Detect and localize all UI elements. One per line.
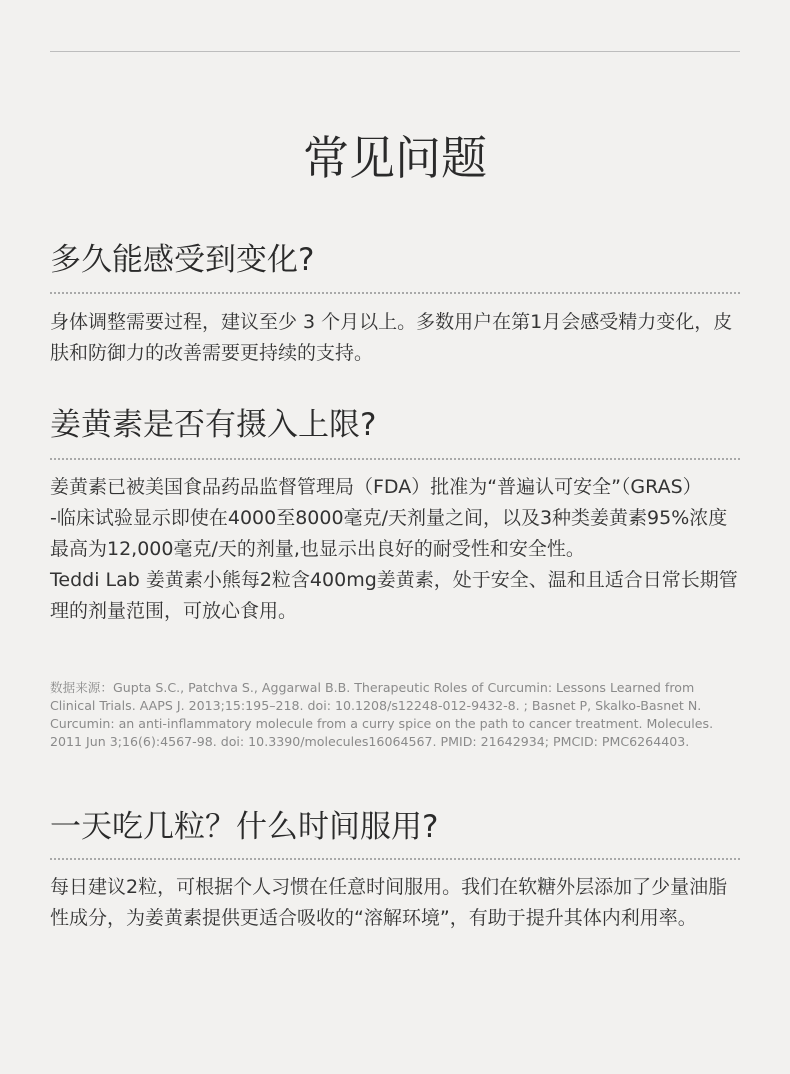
faq-question-2: 姜黄素是否有摄入上限? [50,407,377,443]
faq-answer-2-paragraph-2: -临床试验显示即使在4000至8000毫克/天剂量之间，以及3种类姜黄素95%浓度最高为12,000毫克/天的剂量,也显示出良好的耐受性和安全性。 [50,507,728,560]
faq-answer-1-paragraph: 身体调整需要过程，建议至少 3 个月以上。多数用户在第1月会感受精力变化，皮肤和防御力的改善需要更持续的支持。 [50,311,733,364]
faq-answer-2-paragraph-1: 姜黄素已被美国食品药品监督管理局（FDA）批准为“普遍认可安全”（GRAS） [50,476,702,498]
faq-answer-3-paragraph: 每日建议2粒，可根据个人习惯在任意时间服用。我们在软糖外层添加了少量油脂性成分，为姜黄素提供更适合吸收的“溶解环境”，有助于提升其体内利用率。 [50,876,728,929]
faq-answer-1 [50,307,742,369]
faq-divider-3 [50,858,740,860]
page-title: 常见问题 [303,131,487,185]
faq-answer-2 [50,472,742,627]
faq-answer-3 [50,872,742,934]
faq-question-3: 一天吃几粒？什么时间服用? [50,809,439,845]
top-divider [50,51,740,52]
faq-divider-2 [50,458,740,460]
faq-divider-1 [50,292,740,294]
data-source-note: 数据来源：Gupta S.C., Patchva S., Aggarwal B.B. Therapeutic Roles of Curcumin: Lessons Learned from Clinical Trials. AAPS J. 2013;15:195–218. doi: 10.1208/s12248-012-9432-8. ; Basnet P, Skalko-Basnet N. Curcumin: an anti-inflammatory molecule from a curry spice on the path to cancer treatment. Molecules. 2011 Jun 3;16(6):4567-98. doi: 10.3390/molecules16064567. PMID: 21642934; PMCID: PMC6264403. [50,680,714,749]
faq-answer-2-paragraph-3: Teddi Lab 姜黄素小熊每2粒含400mg姜黄素，处于安全、温和且适合日常长期管理的剂量范围，可放心食用。 [50,569,738,622]
faq-question-1: 多久能感受到变化? [50,242,315,278]
